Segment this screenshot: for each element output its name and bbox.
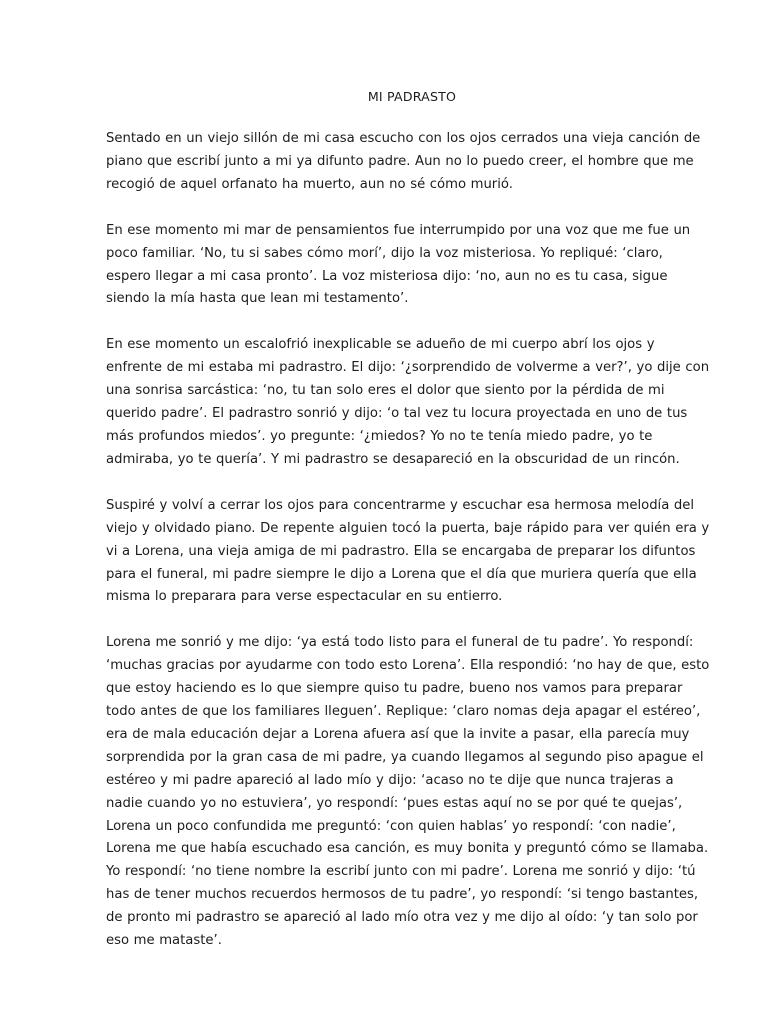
paragraph-1: Sentado en un viejo sillón de mi casa escucho con los ojos cerrados una vieja canción de piano que escribí junto a mi ya difunto padre. Aun no lo puedo creer, el hombre que me recogió de aquel orfanato ha muerto, aun no sé cómo murió. [106,131,701,192]
paragraph-2: En ese momento mi mar de pensamientos fue interrumpido por una voz que me fue un poco familiar. ‘No, tu si sabes cómo morí’, dijo la voz misteriosa. Yo repliqué: ‘claro, espero llegar a mi casa pronto’. La voz misteriosa dijo: ‘no, aun no es tu casa, sigue siendo la mía hasta que lean mi testamento’. [106,222,691,307]
paragraph-5: Lorena me sonrió y me dijo: ‘ya está todo listo para el funeral de tu padre’. Yo respondí: ‘muchas gracias por ayudarme con todo esto Lorena’. Ella respondió: ‘no hay de que, esto que estoy haciendo es lo que siempre quiso tu padre, bueno nos vamos para preparar todo antes de que los familiares lleguen’. Replique: ‘claro nomas deja apagar el estéreo’, era de mala educación dejar a Lorena afuera así que la invite a pasar, ella parecía muy sorprendida por la gran casa de mi padre, ya cuando llegamos al segundo piso apague el estéreo y mi padre apareció al lado mío y dijo: ‘acaso no te dije que nunca trajeras a nadie cuando yo no estuviera’, yo respondí: ‘pues estas aquí no se por qué te quejas’, Lorena un poco confundida me preguntó: ‘con quien hablas’ yo respondí: ‘con nadie’, Lorena me que había escuchado esa canción, es muy bonita y preguntó cómo se llamaba. Yo respondí: ‘no tiene nombre la escribí junto con mi padre’. Lorena me sonrió y dijo: ‘tú has de tener muchos recuerdos hermosos de tu padre’, yo respondí: ‘si tengo bastantes, de pronto mi padrastro se apareció al lado mío otra vez y me dijo al oído: ‘y tan solo por eso me mataste’. [106,635,710,949]
paragraph-4: Suspiré y volví a cerrar los ojos para concentrarme y escuchar esa hermosa melodía del viejo y olvidado piano. De repente alguien tocó la puerta, baje rápido para ver quién era y vi a Lorena, una vieja amiga de mi padrastro. Ella se encargaba de preparar los difuntos para el funeral, mi padre siempre le dijo a Lorena que el día que muriera quería que ella misma lo preparara para verse espectacular en su entierro. [106,497,710,605]
document-title: MI PADRASTO [367,89,457,104]
paragraph-3: En ese momento un escalofrió inexplicable se adueño de mi cuerpo abrí los ojos y enfrente de mi estaba mi padrastro. El dijo: ‘¿sorprendido de volverme a ver?’, yo dije con una sonrisa sarcástica: ‘no, tu tan solo eres el dolor que siento por la pérdida de mi querido padre’. El padrastro sonrió y dijo: ‘o tal vez tu locura proyectada en uno de tus más profundos miedos’. yo pregunte: ‘¿miedos? Yo no te tenía miedo padre, yo te admiraba, yo te quería’. Y mi padrastro se desapareció en la obscuridad de un rincón. [106,337,710,467]
